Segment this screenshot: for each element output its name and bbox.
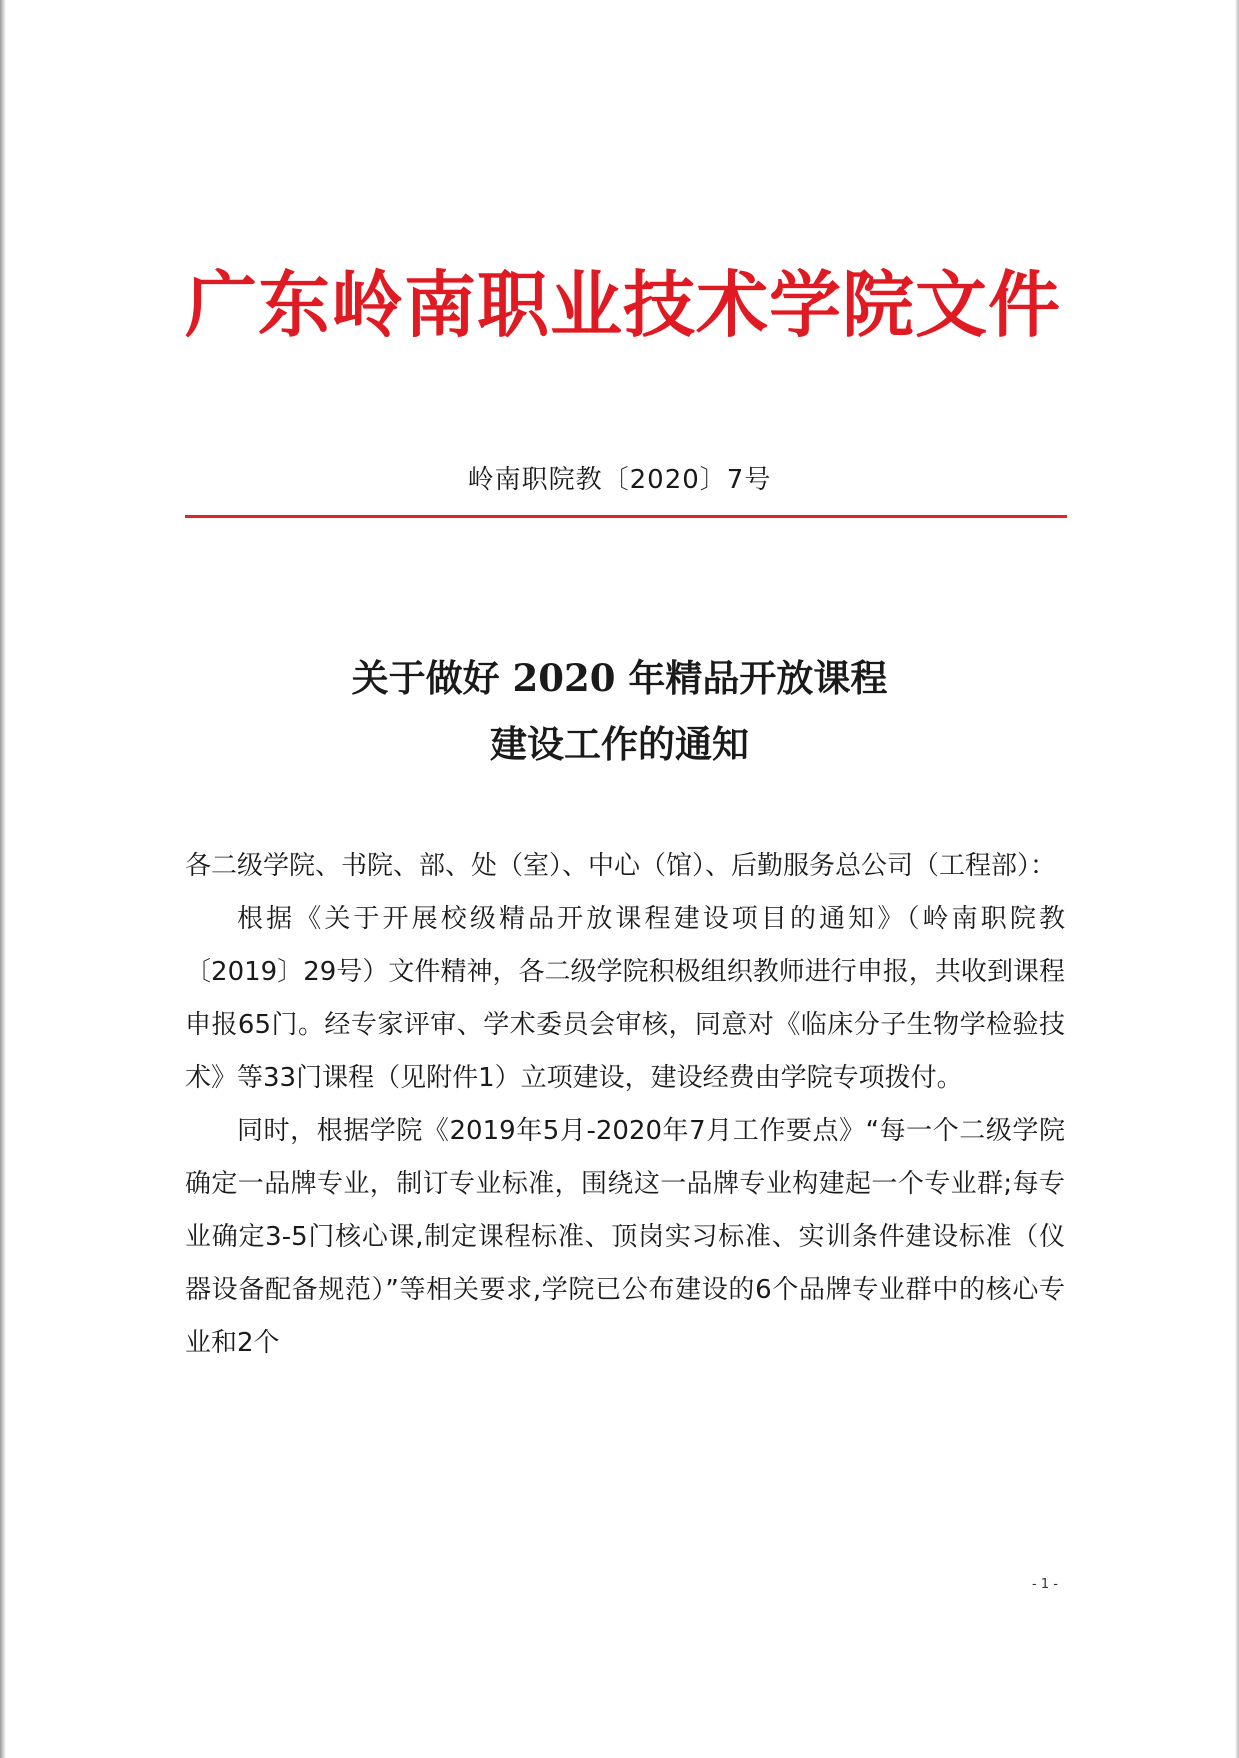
document-body	[185, 840, 1065, 1370]
page-number: - 1 -	[1032, 1577, 1058, 1592]
body-paragraph-1: 根据《关于开展校级精品开放课程建设项目的通知》（岭南职院教〔2019〕29号）文件精神，各二级学院积极组织教师进行申报，共收到课程申报65门。经专家评审、学术委员会审核，同意对《临床分子生物学检验技术》等33门课程（见附件1）立项建设，建设经费由学院专项拨付。	[185, 904, 1065, 1093]
scan-edge-right	[1235, 0, 1239, 1758]
title-line-2: 建设工作的通知	[490, 722, 749, 766]
document-title	[0, 645, 1239, 777]
addressee: 各二级学院、书院、部、处（室）、中心（馆）、后勤服务总公司（工程部）：	[185, 851, 1057, 881]
letterhead-title: 广东岭南职业技术学院文件	[185, 262, 1062, 347]
title-line-1: 关于做好 2020 年精品开放课程	[351, 656, 888, 700]
scan-edge-left	[0, 0, 6, 1758]
body-paragraph-2: 同时，根据学院《2019年5月-2020年7月工作要点》“每一个二级学院确定一品牌专业，制订专业标准，围绕这一品牌专业构建起一个专业群;每专业确定3-5门核心课,制定课程标准、顶岗实习标准、实训条件建设标准（仪器设备配备规范）”等相关要求,学院已公布建设的6个品牌专业群中的核心专业和2个	[185, 1116, 1065, 1358]
document-number: 岭南职院教〔2020〕7号	[467, 465, 772, 495]
red-divider-line	[185, 515, 1067, 518]
